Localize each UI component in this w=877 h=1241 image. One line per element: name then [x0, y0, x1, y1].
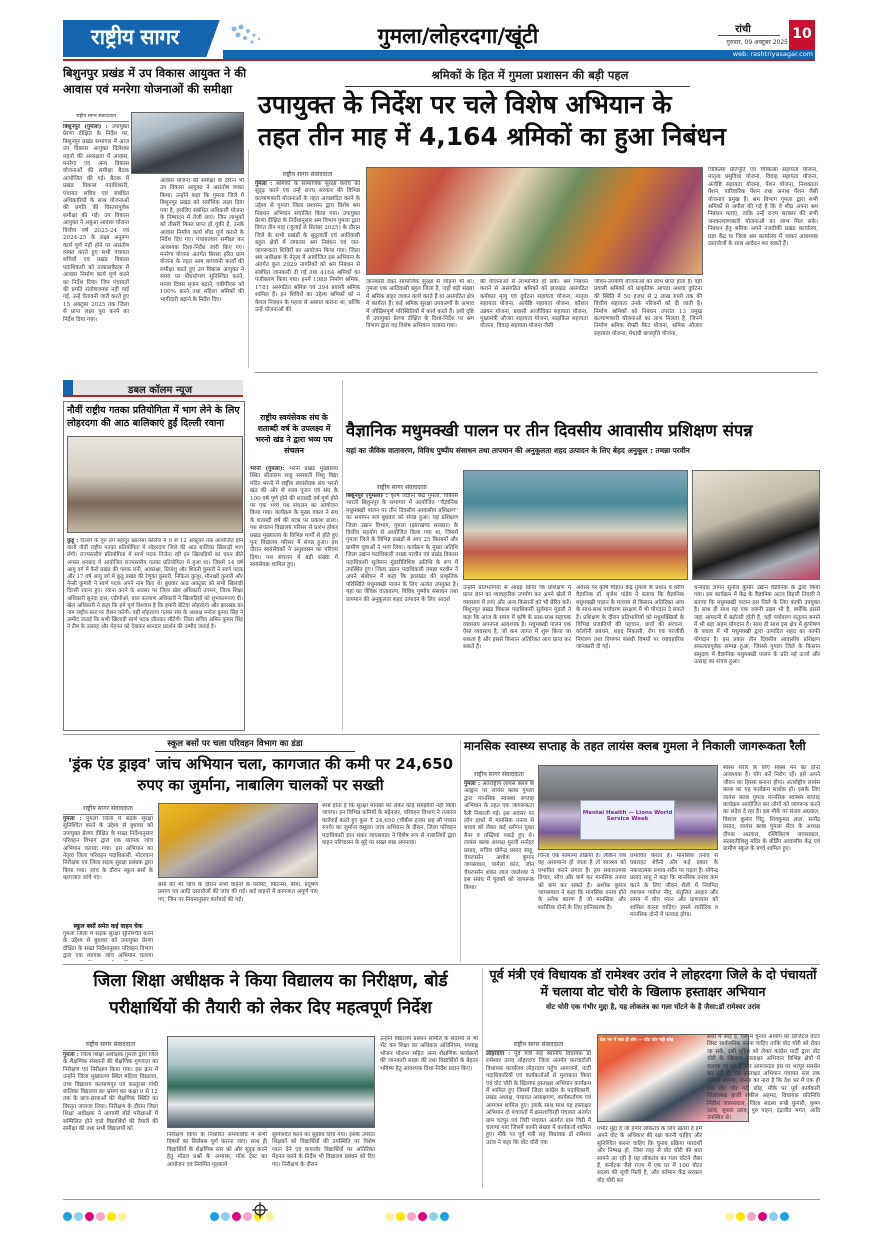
beekeeping-body-text: कृषि विज्ञान केंद्र गुमला, विकास भारती बिशुनपुर के सभागार में आयोजित ''वैज्ञानिक मधुमक्खी पालन पर तीन दिवसीय आवासीय प्रशिक्षण'' का समापन सत्र बुधवार को संपन्न हुआ। यह प्रशिक्षण जिला उद्यान विभाग, गुमला (झारखण्ड सरकार) के वित्तीय सहयोग से आयोजित किया गया था, जिसमें गुमला जिले के विभिन्न प्रखंडों से आए 25 किसानों और ग्रामीण युवाओं ने भाग लिया। कार्यक्रम के मुख्य अतिथि जिला उद्यान पदाधिकारी तमन्ना परवीन एवं प्रखंड विकास पदाधिकारी सुलेमान मुंडारीविशिष्ट अतिथि के रूप में उपस्थित हुए। जिला उद्यान पदाधिकारी तमन्ना परवीन ने अपने संबोधन में कहा कि झारखंड की प्राकृतिक परिस्थिति मधुमक्खी पालन के लिए अत्यंत उपयुक्त है। यहां का जैविक वातावरण, विविध पुष्पीय संसाधन तथा तापमान की अनुकूलता शहद उत्पादन के लिए आदर्श	[346, 493, 458, 603]
color-dot	[758, 1212, 767, 1221]
lions-body-text: अंतर्राष्ट्रीय लायंस क्लब के आह्वान पर लायंस क्लब गुमला द्वारा मानसिक स्वास्थ्य सप्ताह अभियान के तहत एक जागरूकता रैली निकाली गई। इस अवसर पर लोग हाथों में मानसिक तनाव से बचाव को लेकर कई स्लोगन युक्त बैनर व तख्तियां पकड़े हुए थे। लायंस क्लब अध्यक्ष मुरली मनोहर प्रसाद, सचिव योगेन्द्र प्रसाद साहू, चेयरपर्सन अशोक कुमार जायसवाल, पामेला कांत, जोन चेयरपर्सन शंकर लाल जालेश्वर ने इस संबंध में युवकों को जागरूक किया।	[464, 781, 534, 891]
workers-body-col4: जीवन-उपयोगी योजनाओं का लाभ प्राप्त होता है। वहीं प्रवासी श्रमिकों को प्राकृतिक आपदा अथवा दुर्घटना की स्थिति में 50 हजार से 2 लाख रुपये तक की वित्तीय सहायता उनके परिजनों को दी जाती है। निर्माण श्रमिकों को निबंधन उपरांत 13 प्रमुख कल्याणकारी योजनाओं का लाभ मिलता है, जिनमें निर्माण श्रमिक सेफ्टी किट योजना, श्रमिक औजार सहायता योजना, मेधावी छात्रवृत्ति योजना,	[594, 279, 702, 337]
workers-byline: राष्ट्रीय सागर संवाददाता	[255, 170, 360, 181]
transport-body-col2: बसों की भी जांच के दौरान सभी वाहनों के परमिट, फिटनेस, बीमा, प्रदूषण प्रमाण पत्र आदि दस्तावेजों की जांच की गई। कई वाहनों में कागजात अपूर्ण पाए गए, जिन पर नियमानुसार कार्रवाई की गई।	[158, 882, 318, 903]
color-bar-3	[385, 1206, 451, 1225]
color-dot	[407, 1212, 416, 1221]
column-divider	[460, 740, 461, 962]
gatka-team-photo	[67, 436, 243, 533]
bishunpur-headline: बिशुनपुर प्रखंड में उप विकास आयुक्त ने की आवास एवं मनरेगा योजनाओं की समीक्षा	[63, 66, 247, 96]
color-dot	[85, 1212, 94, 1221]
education-body-col2: निरीक्षण किया के निर्धारित समयावधि में सभी विषयों का सिलेबस पूर्ण कराना जाए। साथ ही विद्यार्थियों के शैक्षणिक स्तर को और सुदृढ़ करने हेतु मॉडल प्रश्नों के अभ्यास, मॉक टेस्ट का आयोजन एवं नियमित गृहकार्य	[167, 1132, 267, 1168]
color-dot	[396, 1212, 405, 1221]
vote-body-col2: गंभीर मुद्दा है जो हमारे लोकतंत्र के लिए खतरा है हमें अपने वोट के अधिकार की रक्षा करनी चाहिए और सुनिश्चित करना चाहिए कि चुनाव प्रक्रिया पारदर्शी और निष्पक्ष हो, जिस तरह से वोट चोरी की बात सामने आ रही है यह लोकतंत्र का गला घोंटने जैसा है, कर्नाटक जैसे राज्य में एक घर में 100 वोटर सदस्य की सूची मिली है, और वर्तमान केंद्र सरकार वोट चोरी कर	[597, 1126, 702, 1184]
color-dot	[210, 1212, 219, 1221]
transport-kicker: स्कूल बसों पर चला परिवहन विभाग का डंडा	[167, 739, 303, 749]
color-dot	[63, 1212, 72, 1221]
lions-body-col2: चिन्ता एक सामान्य प्रक्रिया है। लेकिन जब वह असामान्य हो जाता है तो स्वास्थ्य को प्रभावित करने लगता है। हम सकारात्मक विचार, सोच और कर्म कर मानसिक तनाव को कम कर सकते हैं। अशोक कुमार जायसवाल ने कहा कि मानसिक तनाव होने के अनेक कारण हैं जो मानसिक और शारीरिक दोनों के लिए हानिकारक है।	[538, 853, 626, 911]
double-column-label-marker	[63, 380, 73, 395]
vote-body-col1	[486, 1051, 591, 1188]
color-dot	[118, 1212, 127, 1221]
lions-dateline: गुमला :	[464, 781, 481, 787]
vote-body-col3: सत्ता में आई है, ऐसे में चुनाव आयोग को डिजिटल वोटर लिस्ट सार्वजनिक करना चाहिए ताकि वोट चोरी को रोका जा सके, इसी मुहिम को लेकर कांग्रेस पार्टी द्वारा वोट चोरी के खिलाफ हस्ताक्षर अभियान विभिन्न क्षेत्रों में चलाया जा रहा है और आमजनता इस पर भरपूर समर्थन कर रही है, यह हस्ताक्षर अभियान पंचायत स्तर तक चलाया जाएगा, जनता का नारा है कि देश भर में एक ही शोर वोट चोर गद्दी छोड़, मौके पर पूर्व कार्यकारी जिलाध्यक्ष हाजी शकील अहमद, विधायक प्रतिनिधि नितीश जायसवाल, जिला सदस्य रूबी कुमारी, कृष्ण उरांव, सुकरा उरांव, पुरु पाहन, इंद्रजीत भगत, आदि उपस्थित थे।	[707, 1034, 820, 1122]
paper-name: राष्ट्रीय सागर	[91, 25, 179, 49]
vote-body-text: पूर्व मंत्री सह स्थानीय विधायक डॉ रामेश्वर उरांव लोहरदगा जिला अंतर्गत करचाटोली विधायक कार्यालय लोहरदगा पहुँच आमजनों, पार्टी पदाधिकारियों एवं कार्यकर्ताओं से मुलाकात किया एवं वोट चोरी के खिलाफ हस्ताक्षर अभियान कार्यक्रम में शामिल हुए जिसमें जिला कांग्रेस के पदाधिकारी, प्रखंड अध्यक्ष, पंचायत अध्यक्षगण, कार्यकर्तागण एवं आमजन शामिल हुए। इसके साथ साथ यह हस्ताक्षर अभियान दो पंचायतों में क्रमशःचिरही पंचायत अंतर्गत ग्राम चटपुर एवं चिरी पंचायत अंतर्गत ग्राम चिरी में चलाया गया जिसमें काफी संख्या में कार्यकर्ता शामिल हुए। मौके पर पूर्व मंत्री सह विधायक डॉ रामेश्वर उरांव ने कहा कि वोट चोरी एक	[486, 1051, 591, 1146]
decorative-dots-icon	[228, 23, 268, 48]
color-dot	[429, 1212, 438, 1221]
color-dot	[418, 1212, 427, 1221]
color-dot	[74, 1212, 83, 1221]
masthead-red-rule	[63, 59, 815, 61]
color-dot	[96, 1212, 105, 1221]
beekeeping-building-photo	[463, 470, 688, 580]
beekeeping-certificate-photo	[692, 470, 820, 580]
color-dot	[725, 1212, 734, 1221]
workers-kicker: श्रमिकों के हित में गुमला प्रशासन की बड़ी पहल	[431, 68, 629, 82]
vote-poster-text: देश भर में एक ही शोर — वोट चोर गद्दी छोड़	[600, 1038, 674, 1043]
bishunpur-body-col2: आवास योजना की समीक्षा के दौरान भी उप विकास आयुक्त ने असंतोष व्यक्त किया। उन्होंने कहा कि गुमला जिले में बिशुनपुर प्रखंड को सर्वाधिक लक्ष्य दिया गया है, इसलिए संबंधित अधिकारी योजना के निष्पादन में तेजी लाएं। जिन लाभुकों को तीसरी किस्त प्राप्त हो चुकी है, उनके आवास निर्माण कार्य शीघ्र पूर्ण कराने के निर्देश दिए गए। पंचायतवार समीक्षा कर आवश्यक दिशा-निर्देश जारी किए गए। मनरेगा योजना अंतर्गत बिरसा हरित ग्राम योजना के तहत आम बागवानी कार्यों की समीक्षा करते हुए उप विकास आयुक्त ने समय पर पौधारोपण सुनिश्चित करने, मानव दिवस सृजन बढ़ाने, एबीपीएस को 100% करने तथा महिला श्रमिकों की भागीदारी बढ़ाने के निर्देश दिए।	[160, 178, 244, 303]
website-link[interactable]: web: rashtriyasagar.com	[732, 50, 813, 58]
lions-body-col3: प्रभावित करता है। मानसिक तनाव से घबराहट बेचैनी और कई प्रकार के नकारात्मक प्रभाव शरीर पर पड़ता है। योगेन्द्र प्रसाद साहू ने कहा कि मानसिक तनाव कम करने के लिए जीवन शैली में नियमित व्यायाम पर्याप्त नींद, संतुलित आहार और समय में योग ध्यान और प्राणायाम को शामिल करना चाहिए। इससे शारीरिक व मानसिक दोनों में फायदा होगा।	[630, 853, 718, 919]
vote-headline: पूर्व मंत्री एवं विधायक डॉ रामेश्वर उरांव ने लोहरदगा जिले के दो पंचायतों में चलाया वोट चोरी के खिलाफ हस्ताक्षर अभियान	[489, 967, 817, 999]
color-dot	[769, 1212, 778, 1221]
lions-headline: मानसिक स्वास्थ्य सप्ताह के तहत लायंस क्लब गुमला ने निकाली जागरूकता रैली	[464, 739, 806, 753]
bishunpur-meeting-photo	[131, 112, 244, 174]
color-dot	[385, 1212, 394, 1221]
section-divider	[63, 734, 820, 735]
beekeeping-subhead: यहां का जैविक वातावरण, विविध पुष्पीय संसाधन तथा तापमान की अनुकूलता शहद उत्पादन के लिए बेहद अनुकूल : तमन्ना परवीन	[346, 446, 690, 455]
column-divider	[482, 968, 483, 1188]
transport-body-text: गुमला जिला में सड़क सुरक्षा सुनिश्चित करने के उद्देश्य से बुधवार को उपायुक्त प्रेरणा दीक्षित के सख्त निर्देशानुसार परिवहन विभाग द्वारा एक व्यापक जांच अभियान चलाया गया। इस अभियान का नेतृत्व जिला परिवहन पदाधिकारी, मोटरयान निरीक्षक एवं जिला सड़क सुरक्षा प्रबंधक द्वारा किया गया। जांच के दौरान स्कूल बसों के कागजात जांचे गए।	[63, 816, 153, 882]
education-byline: राष्ट्रीय सागर संवाददाता	[63, 1040, 158, 1051]
rss-headline: राष्ट्रीय स्वयंसेवक संघ के शताब्दी वर्ष के उपलक्ष्य में भरनो खंड ने द्वारा भव्य पथ संचलन	[255, 413, 333, 455]
workers-body-col3: की योजनाओं से लाभान्वित हो सकें। श्रम निबंधन कराने से असंगठित श्रमिकों को झारखंड असंगठित कर्मकार मृत्यु एवं दुर्घटना सहायता योजना, मातृत्व सहायता योजना, अंत्येष्टि सहायता योजना, कौशल उन्नयन योजना, प्रवासी आजीविका सहायता योजना, मुख्यमंत्री औजार सहायता योजना, साइकिल सहायता योजना, विवाह सहायता योजना जैसी	[480, 279, 588, 330]
education-body-col4: उन्होंने विद्यालय प्रबंधन समिति के सदस्यों से भी भेंट कर शिक्षा का अधिकार अधिनियम, मध्याह्न भोजन योजना सहित अन्य शैक्षणिक कार्यक्रमों की जानकारी साझा की तथा विद्यार्थियों के बेहतर भविष्य हेतु आवश्यक दिशा-निर्देश प्रदान किए।	[380, 1036, 478, 1072]
color-dot	[221, 1212, 230, 1221]
color-dot	[780, 1212, 789, 1221]
lions-byline: राष्ट्रीय सागर संवाददाता	[464, 770, 534, 781]
vote-byline: राष्ट्रीय सागर संवाददाता	[486, 1040, 591, 1051]
education-body-col1	[63, 1052, 158, 1187]
transport-headline: 'ड्रंक एंड ड्राइव' जांच अभियान चला, कागजात की कमी पर 24,650 रुपए का जुर्माना, नाबालिग चालकों पर सख्ती	[67, 755, 454, 794]
education-classroom-photo	[167, 1036, 375, 1128]
vote-subhead: वोट चोरी एक गंभीर मुद्दा है, यह लोकतंत्र का गला घोंटने के है जैसा:डॉ रामेश्वर उरांव	[545, 1003, 761, 1011]
beekeeping-byline: राष्ट्रीय सागर संवाददाता	[346, 483, 458, 494]
edition-city: रांची	[735, 24, 751, 35]
transport-body-col1	[63, 816, 153, 921]
workers-body-text: श्रमिकों के सामाजिक सुरक्षा कवच को सुदृढ़ करने एवं उन्हें राज्य सरकार की विभिन्न कल्याणकारी योजनाओं के तहत आच्छादित करने के उद्देश्य से गुमला जिला प्रशासन द्वारा विशेष श्रम निबंधन अभियान संचालित किया गया। उपायुक्त प्रेरणा दीक्षित के निर्देशानुसार श्रम विभाग गुमला द्वारा विगत तीन माह (जुलाई से सितंबर 2025) के दौरान जिले के सभी प्रखंडों के सुदूरवर्ती एवं आदिवासी बहुल क्षेत्रों में लगातार श्रम निबंधन एवं जन-जागरूकता शिविरों का आयोजन किया गया। जिला श्रम अधीक्षक के नेतृत्व में आयोजित इस अभियान के अंतर्गत कुल 2929 नागरिकों को श्रम निबंधन से संबंधित जानकारी दी गई तथा 4164 श्रमिकों का पंजीकरण किया गया। इनमें 1989 निर्माण श्रमिक, 1781 असंगठित श्रमिक एवं 394 प्रवासी श्रमिक शामिल हैं। इन शिविरों का उद्देश्य श्रमिकों को न केवल निबंधन के महत्व से अवगत कराना था, बल्कि उन्हें योजनाओं की	[255, 181, 360, 313]
color-dot	[736, 1212, 745, 1221]
section-divider	[63, 964, 820, 965]
lions-body-col4: स्वस्थ शरीर के लिए स्वस्थ मन का होना आवश्यक है। योग करें निरोग रहें। इसे अपने जीवन का हिस्सा बनाना होगा। अंतर्राष्ट्रीय लायंस क्लब का यह कार्यक्रम सार्थक हो। इसके लिए लायंस क्लब गुमला मानसिक स्वास्थ्य सप्ताह कार्यक्रम आयोजित कर लोगों को जागरूक करने का संदेश दे रहा है। इस मौके पर संजय अग्रवाल, विशाल कुमार चिंटू, शिवकुमार लाल, सत्येंद्र प्रसाद, लायंस क्लब गुमला सेंटर के अध्यक्ष दीपक अग्रवाल, रश्मिकिरण जायसवाल, सरस्वतीशिशु मंदिर के बोर्डिंग आवासीय केंद्र एवं ग्रामीण स्कूल के बच्चे शामिल हुए।	[723, 765, 820, 853]
section-divider	[255, 372, 818, 373]
city-underline	[718, 35, 780, 36]
bishunpur-byline: राष्ट्रीय सागर संवाददाता	[63, 113, 129, 122]
beekeeping-body-col1	[346, 493, 458, 731]
beekeeping-body-col3: अवसर पर कृषि विज्ञान केंद्र गुमला के प्रधान व वरीय वैज्ञानिक डॉ. बृजेश पांडेय ने बताया कि वैज्ञानिक मधुमक्खी पालन के माध्यम से किसान अतिरिक्त आय के साथ-साथ पर्यावरण संरक्षण में भी योगदान दे सकते हैं। प्रशिक्षण के दौरान प्रतिभागियों को मधुमक्खियों के विभिन्न प्रजातियों की पहचान, छत्तों की संरचना, कॉलोनी प्रबंधन, शहद निकासी, रोग एवं परजीवी नियंत्रण तथा विपणन संबंधी विषयों पर व्यावहारिक जानकारी दी गई।	[576, 585, 684, 651]
education-body-col3: सुनिश्चित करने का सुझाव दिया गया। इसके उपरांत शिक्षकों को विद्यार्थियों की उपस्थिति पर विशेष ध्यान देने एवं कमजोर विद्यार्थियों पर अतिरिक्त मेहनत करने के निर्देश भी विद्यालय प्रबंधन को दिए गए। निरीक्षण के दौरान	[272, 1132, 375, 1168]
column-divider	[342, 380, 343, 730]
workers-headline-line2: तहत तीन माह में 4,164 श्रमिकों का हुआ निबंधन	[258, 122, 726, 151]
education-headline: जिला शिक्षा अधीक्षक ने किया विद्यालय का निरीक्षण, बोर्ड परीक्षार्थियों की तैयारी को लेकर दिए महत्वपूर्ण निर्देश	[93, 971, 448, 1018]
workers-dateline: गुमला :	[255, 181, 273, 187]
color-dot	[232, 1212, 241, 1221]
bishunpur-body-text: उपायुक्त प्रेरणा दीक्षित के निर्देश पर, बिशुनपुर प्रखंड सभागार में आज उप विकास आयुक्त दिलेश्वर महतो की अध्यक्षता में आवास, मनरेगा एवं अन्य विकास योजनाओं की समीक्षा बैठक आयोजित की गई। बैठक में प्रखंड विकास पदाधिकारी, पंचायत सचिव एवं संबंधित अधिकारियों के साथ योजनाओं की प्रगति की विस्तारपूर्वक समीक्षा की गई। उप विकास आयुक्त ने अबुआ आवास योजना वित्तीय वर्ष 2023-24 एवं 2024-25 के लक्ष्य अनुरूप कार्य पूर्ण नहीं होने पर असंतोष व्यक्त करते हुए सभी पंचायत सचिवों एवं प्रखंड विकास पदाधिकारी को तत्कालबैठक में आवास निर्माण कार्य पूर्ण करने का निर्देश दिया। जिन पंचायतों की प्रगति संतोषजनक नहीं पाई गई, उन्हें चेतावनी जारी करते हुए 15 अक्टूबर 2025 तक जिला से प्राप्त लक्ष्य पूरा करने का निर्देश दिया गया।	[63, 124, 129, 323]
rss-body	[250, 466, 338, 731]
column-divider	[248, 150, 249, 368]
color-bar-4	[725, 1206, 791, 1225]
footer-rule	[63, 1199, 820, 1200]
lions-body-col1	[464, 781, 534, 961]
rss-body-text: भरनो प्रखंड मुख्यालय स्थित सीताराम साहू सरस्वती शिशु विद्या मंदिर भरनो में राष्ट्रीय स्वयंसेवक संघ भरनो खंड की ओर से शस्त्र पूजन एवं संघ के 100 वर्ष पूर्ण होने की शताब्दी वर्ष पूर्ण होने पर एक भव्य पथ संचलन का आयोजन किया गया। कार्यक्रम के मुख्य वक्ता ने संघ के शताब्दी वर्ष की यात्रा पर प्रकाश डाला। पथ संचलन विद्यालय परिसर से प्रारंभ होकर प्रखंड मुख्यालय के विभिन्न मार्गों से होते हुए पुनः विद्यालय परिसर में संपन्न हुआ। इस दौरान स्वयंसेवकों ने अनुशासन का परिचय दिया। पथ संचलन में बड़ी संख्या में स्वयंसेवक शामिल हुए।	[250, 466, 338, 569]
beekeeping-body-col4: धन्यवाद ज्ञापन सुनील कुमार उद्यान वैज्ञानिक के द्वारा किया गया। इस कार्यक्रम में केंद्र के वैज्ञानिक अटल बिहारी तिवारी ने बताया कि मधुमक्खी पालन इस जिले के लिए काफी उपयुक्त है। साथ ही साथ यह एक जरूरी उद्यम भी है, क्योंकि इससे जहां आमदनी में बढ़ोतरी होती है, वहीं पर्यावरण संतुलन बनाने में भी बड़ा अहम योगदान है। साथ ही साथ इस क्षेत्र में कुपोषण के बचाव में भी मधुमक्खी द्वारा उत्पादित शहद का काफी योगदान है। इस प्रकार तीन दिवसीय आवासीय प्रशिक्षण सफलतापूर्वक सम्पन्न हुआ, जिससे गुमला जिले के किसान समुदाय में वैज्ञानिक मधुमक्खी पालन के प्रति नई ऊर्जा और उत्साह का संचार हुआ।	[694, 585, 820, 666]
transport-breathalyzer-photo	[158, 803, 318, 878]
workers-body-col2: जानकारी देकर सामाजिक सुरक्षा से जोड़ना भी था। गुमला एक आदिवासी बहुल जिला है, जहाँ बड़ी संख्या में श्रमिक बाहर जाकर कार्य करते हैं या असंगठित क्षेत्र में कार्यरत हैं। कई श्रमिक सुरक्षा उपकरणों के अभाव में जोखिमपूर्ण परिस्थितियों में कार्य करते हैं। इसी दृष्टि से उपायुक्त प्रेरणा दीक्षित के दिशा-निर्देश पर श्रम विभाग द्वारा यह विशेष अभियान चलाया गया।	[366, 279, 474, 330]
education-body-text: जिला शिक्षा अधीक्षक गुमला द्वारा जिले के शैक्षणिक संस्थानों की शैक्षणिक गुणवत्ता का निरीक्षण एवं निरीक्षण किया गया। इस क्रम में उन्होंने जिला मुख्यालय स्थित महिला विद्यालय, उच्च विद्यालय कल्याणपुर एवं कस्तूरबा गांधी बालिका विद्यालय का भ्रमण कर कक्षा 9 से 12 तक के छात्र-छात्राओं की शैक्षणिक स्थिति का विस्तृत जायजा लिया। निरीक्षण के दौरान जिला शिक्षा अधीक्षक ने आगामी बोर्ड परीक्षाओं में सम्मिलित होने वाले विद्यार्थियों की तैयारी की समीक्षा की तथा सभी विद्यालयों को	[63, 1052, 158, 1133]
transport-body-col3: स्पष्ट होता है कि सुरक्षा मानकों को लेकर कोई समझौता नहीं किया जाएगा। इन विभिन्न कमियों के मद्देनजर, परिवहन विभाग ने तत्काल कार्रवाई करते हुए कुल ₹ 24,650 (चौबीस हजार छह सौ पचास रुपये) का जुर्माना वसूला। जांच अभियान के दौरान, जिला परिवहन पदाधिकारी ज्ञान शंकर जायसवाल ने विशेष रूप से नाबालिगों द्वारा वाहन परिचालन के मुद्दे पर सख्त रुख अपनाया।	[322, 803, 456, 847]
workers-headline-line1: उपायुक्त के निर्देश पर चले विशेष अभियान के	[258, 90, 672, 119]
color-bar-1	[63, 1206, 129, 1225]
workers-body-col5: चिकित्सा प्रतिपूर्ति एवं चिकित्सा सहायता योजना, मातृत्व प्रसुविधा योजना, विवाह सहायता योजना, अंत्येष्टि सहायता योजना, पेंशन योजना, निशक्तता पेंशन, पारिवारिक पेंशन तथा अनाथ पेंशन जैसी योजनाएं प्रमुख हैं। श्रम विभाग गुमला द्वारा सभी श्रमिकों से अपील की गई है कि वे शीघ्र अपना श्रम निबंधन कराएं, ताकि उन्हें राज्य सरकार की सभी जनकल्याणकारी योजनाओं का लाभ मिल सके। निबंधन हेतु श्रमिक अपने नजदीकी प्रखंड कार्यालय, प्रज्ञा केंद्र या जिला श्रम कार्यालय में जाकर आवश्यक दस्तावेजों के साथ आवेदन कर सकते हैं।	[708, 167, 818, 248]
education-dateline: गुमला :	[63, 1052, 79, 1058]
transport-subhead: स्कूल बसों समेत कई वाहन चेक	[73, 923, 143, 930]
beekeeping-body-col2: उन्होंने प्रतिभागियों से आग्रह किया कि प्रशिक्षण में प्राप्त ज्ञान का व्यावहारिक उपयोग कर अपने खेतों में व्यवसाय में लाएं और अन्य किसानों को भी प्रेरित करें। बिशुनपुर प्रखंड विकास पदाधिकारी सुलेमान मुंडारी ने कहा कि आज के समय में कृषि के साथ-साथ सहायक व्यवसाय अपनाना आवश्यक है। मधुमक्खी पालन एक ऐसा व्यवसाय है, जो कम लागत में शुरू किया जा सकता है और इससे किसान अतिरिक्त आय प्राप्त कर सकते हैं।	[463, 585, 571, 651]
masthead-logo-slant	[203, 20, 223, 57]
color-dot	[243, 1212, 252, 1221]
gatka-headline: नौवीं राष्ट्रीय गतका प्रतियोगिता में भाग लेने के लिए लोहरदगा की आठ बालिकाएं हुईं दिल्ली रवाना	[67, 405, 240, 429]
color-dot	[440, 1212, 449, 1221]
lions-banner-text: Mental Health — Lions World Service Week	[582, 810, 673, 822]
kicker-underline	[155, 751, 355, 752]
section-title: गुमला/लोहरदगा/खूंटी	[377, 24, 539, 48]
masthead	[63, 20, 815, 62]
bishunpur-dateline: बिशुनपुर (गुमला) :	[63, 124, 108, 130]
beekeeping-headline: वैज्ञानिक मधुमक्खी पालन पर तीन दिवसीय आवासीय प्रशिक्षण संपन्न	[346, 421, 753, 440]
color-dot	[747, 1212, 756, 1221]
edition-date: गुरुवार, 09 अक्टूबर 2025	[726, 39, 788, 46]
page-number: 10	[792, 26, 812, 42]
vote-dateline: लोहरदगा :	[486, 1051, 511, 1057]
kicker-underline	[345, 86, 690, 87]
bishunpur-body-col1	[63, 124, 129, 369]
beekeeping-dateline: बिशुनपुर (गुमला) :	[346, 493, 388, 499]
workers-body-col1	[255, 181, 360, 369]
registration-crosshair-icon	[252, 1202, 268, 1218]
transport-dateline: गुमला :	[63, 816, 82, 822]
gatka-body	[67, 538, 243, 728]
gatka-dateline: कुडू :	[67, 538, 79, 544]
color-dot	[107, 1212, 116, 1221]
workers-registration-photo	[366, 167, 703, 275]
transport-byline: राष्ट्रीय सागर संवाददाता	[63, 804, 153, 815]
double-column-label: डबल कॉलम न्यूज	[127, 385, 192, 396]
rss-dateline: भरनो (गुमला):	[250, 466, 285, 472]
gatka-body-text: दिल्ली के गुरु तेग बहादुर खालसा कॉलेज में 9 से 12 अक्टूबर तक आयोजित होने वाली नौवीं राष्ट्रीय गतका प्रतियोगिता में लोहरदगा जिले की आठ बालिका खिलाड़ी भाग लेंगी। राज्यस्तरीय प्रतियोगिता में स्वर्ण पदक विजेता रहीं इन खिलाड़ियों का चयन बीते अगस्त धनबाद में आयोजित राज्यस्तरीय गतका प्रतियोगिता में हुआ था। जिसमें 14 वर्ष आयु वर्ग में कैरो प्रखंड की पलक रानी, आकांक्षा, प्रियांशु और शिवनी कुमारी ने स्वर्ण पदक और 17 वर्ष आयु वर्ग में कुडू प्रखंड की रेणुका कुमारी, निकिता कुजूर, मीनाक्षी कुमारी और नैन्सी कुमारी ने स्वर्ण पदक अपने नाम किए थे। बुधवार आठ अक्टूबर को सभी खिलाड़ी दिल्ली रवाना हुए। रवाना करने के अवसर पर जिला खेल अधिकारी उपमन, जिला शिक्षा अधिकारी सुनंदा दास, एडीपीओ, बाल कल्याण अधिकारी ने खिलाड़ियों को शुभकामनाएं दीं। खेल अधिकारी ने कहा कि हमें पूर्ण विश्वास है कि हमारी बेटियां लोहरदगा और झारखंड का नाम राष्ट्रीय स्तर पर रौशन करेंगी। वहीं लोहरदगा गतका संघ के अध्यक्ष मनोज कुमार सिंह ने उम्मीद जताई कि सभी खिलाड़ी स्वर्ण पदक जीतकर लौटेंगी। जिला सचिव अमित कुमार सिंह ने टीम के उत्साह और मेहनत को देखकर शानदार प्रदर्शन की उम्मीद जताई है।	[67, 538, 243, 631]
transport-body-col1b: गुमला जिला में सड़क सुरक्षा सुनिश्चित करने के उद्देश्य से बुधवार को उपायुक्त प्रेरणा दीक्षित के सख्त निर्देशानुसार परिवहन विभाग द्वारा एक व्यापक जांच अभियान चलाया	[63, 931, 153, 960]
